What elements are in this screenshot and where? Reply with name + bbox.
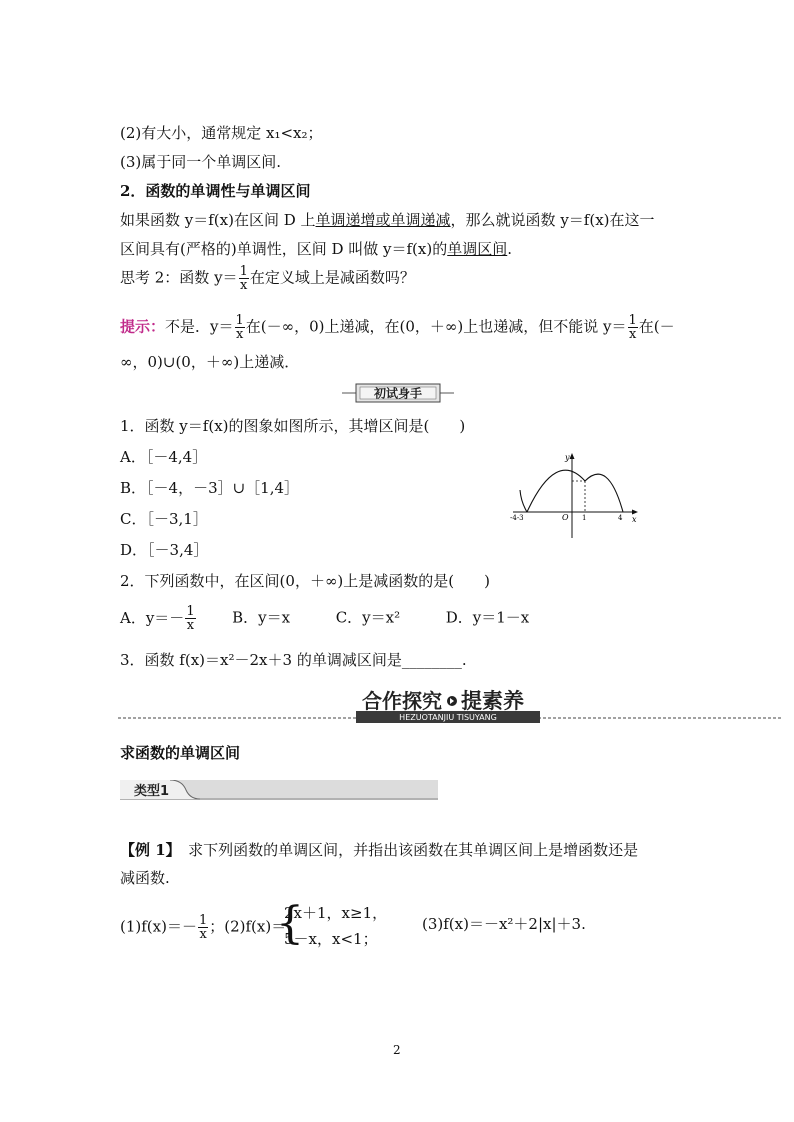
section-banner [118, 686, 782, 726]
function-3: (3)f(x)＝－x²＋2|x|＋3. [422, 915, 586, 933]
example-line-2: 减函数. [120, 869, 170, 887]
question-3: 3．函数 f(x)＝x²－2x＋3 的单调减区间是________. [120, 651, 467, 669]
fraction-1-over-x: $\frac{1}{x}$ [186, 604, 195, 633]
question-1: 1．函数 y＝f(x)的图象如图所示，其增区间是( ) [120, 417, 466, 435]
function-graph [505, 450, 643, 540]
y-axis-label: y [565, 453, 570, 462]
fraction-1-over-x: $\frac{1}{x}$ [628, 313, 637, 342]
origin-label: O [562, 513, 569, 522]
fraction-1-over-x: $\frac{1}{x}$ [198, 913, 208, 942]
banner-title-b: 提素养 [461, 689, 524, 713]
piecewise-case-2: 5－x，x<1； [284, 930, 378, 948]
page-number: 2 [393, 1043, 401, 1057]
hint-line-1: 提示：不是．y＝ $\frac{1}{x}$ 在(－∞，0)上递减，在(0，＋∞)上也递减，但不能说 y＝ $\frac{1}{x}$ 在(－ [120, 313, 675, 342]
hint-label: 提示： [120, 317, 166, 336]
example-functions: (1)f(x)＝－ $\frac{1}{x}$ ；(2)f(x)＝ [120, 913, 287, 942]
think-question: 思考 2：函数 y＝ $\frac{1}{x}$ 在定义域上是减函数吗？ [120, 264, 415, 293]
tick-label-1: 1 [582, 514, 587, 522]
q1-option-d: D．［－3,4］ [120, 541, 209, 559]
example-label: 【例 1】 [120, 841, 174, 859]
hint-line-2: ∞，0)∪(0，＋∞)上递减． [120, 353, 300, 371]
condition-2: (2)有大小，通常规定 x₁<x₂； [120, 124, 323, 142]
section-badge [342, 382, 454, 404]
definition-line-1: 如果函数 y＝f(x)在区间 D 上单调递增或单调递减，那么就说函数 y＝f(x)在这一 [120, 211, 655, 229]
banner-title-a: 合作探究 [362, 689, 442, 713]
tick-label-4: 4 [618, 514, 623, 522]
type-label: 类型1 [134, 784, 170, 799]
q1-option-a: A．［－4,4］ [120, 448, 208, 466]
definition-line-2: 区间具有(严格的)单调性，区间 D 叫做 y＝f(x)的单调区间. [120, 240, 513, 258]
q2-options [120, 605, 529, 632]
type-bar [120, 780, 438, 800]
underline-term-1: 单调递增或单调递减 [315, 211, 451, 229]
fraction-1-over-x: $\frac{1}{x}$ [239, 264, 248, 293]
example-line-1: 【例 1】 求下列函数的单调区间，并指出该函数在其单调区间上是增函数还是 [120, 841, 639, 859]
q2-option-c: C．y＝x² [335, 608, 401, 627]
question-2: 2．下列函数中，在区间(0，＋∞)上是减函数的是( ) [120, 572, 490, 590]
piecewise-case-1: 2x＋1，x≥1， [284, 904, 388, 922]
section-heading: 求函数的单调区间 [120, 744, 241, 762]
piecewise-brace: { [276, 898, 304, 949]
curve-main-arc [527, 470, 623, 512]
q2-option-b: B．y＝x [232, 608, 291, 627]
badge-label: 初试身手 [373, 386, 423, 401]
q1-option-c: C．［－3,1］ [120, 510, 208, 528]
q2-option-d: D．y＝1－x [445, 608, 530, 627]
curve-left-segment [520, 490, 527, 512]
section-heading-2: 2．函数的单调性与单调区间 [120, 182, 311, 200]
tick-label-neg4-neg3: -4-3 [510, 514, 524, 522]
underline-term-2: 单调区间 [447, 240, 508, 258]
q1-option-b: B．［－4，－3］∪［1,4］ [120, 479, 300, 497]
fraction-1-over-x: $\frac{1}{x}$ [235, 313, 244, 342]
condition-3: (3)属于同一个单调区间. [120, 153, 282, 171]
x-axis-label: x [632, 515, 637, 524]
banner-subtitle: HEZUOTANJIU TISUYANG [399, 713, 497, 722]
q2-option-a: A．y＝－ $\frac{1}{x}$ [120, 604, 195, 633]
